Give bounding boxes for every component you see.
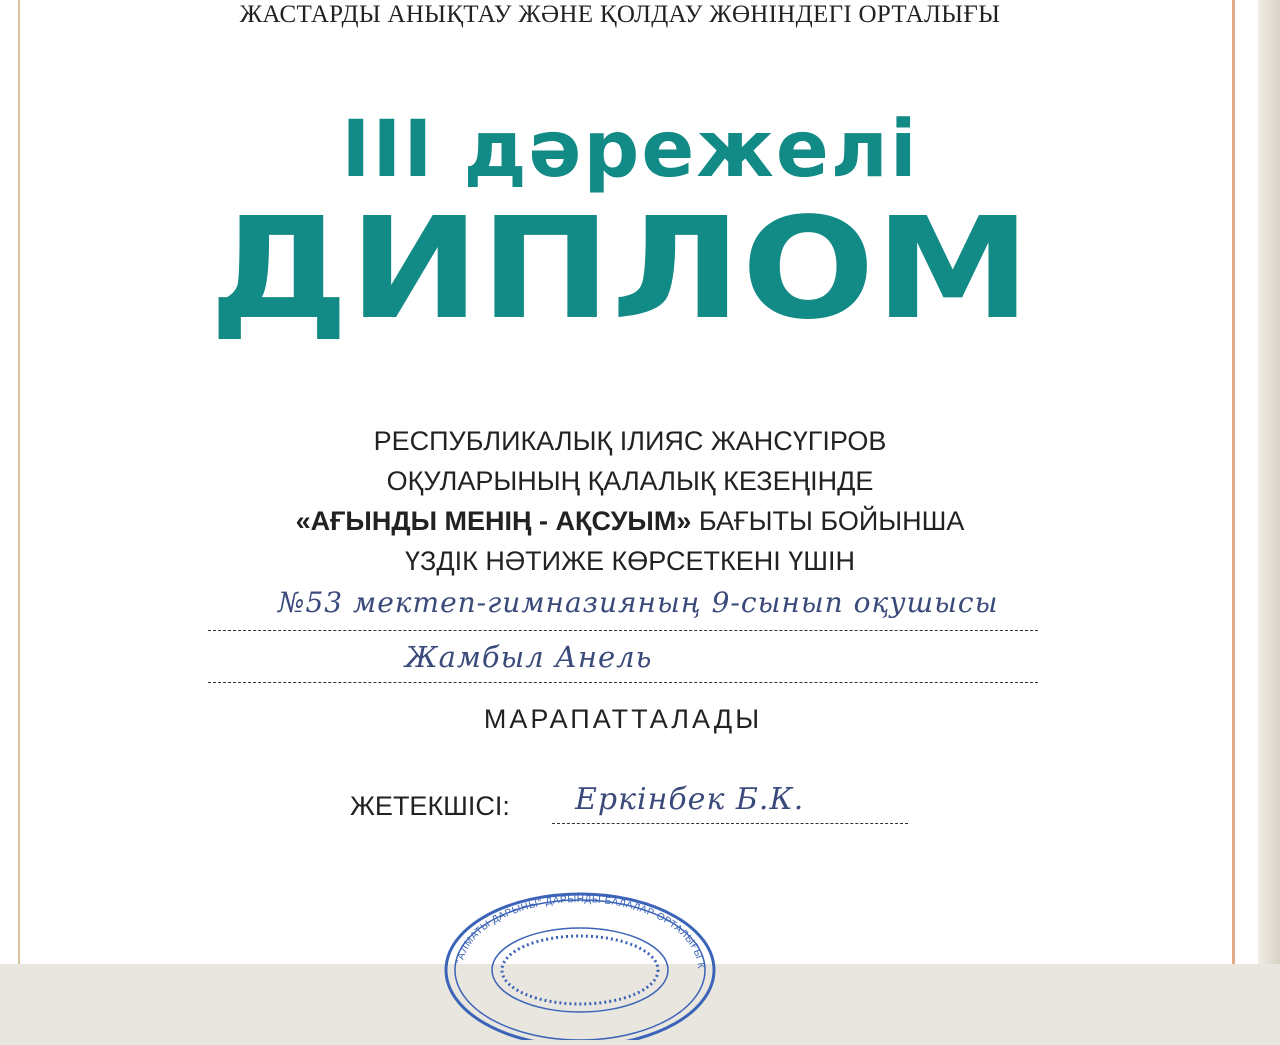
recipient-name-handwritten: Жамбыл Анель bbox=[405, 640, 653, 674]
award-text-line-1: РЕСПУБЛИКАЛЫҚ ІЛИЯС ЖАНСҮГІРОВ bbox=[373, 426, 887, 456]
sheet-edge-shadow bbox=[1258, 0, 1280, 964]
degree-title: III дәрежелі bbox=[341, 105, 919, 195]
school-handwritten: №53 мектеп-гимназияның 9-сынып оқушысы bbox=[278, 586, 999, 619]
diploma-title: ДИПЛОМ bbox=[209, 188, 1031, 351]
supervisor-label: ЖЕТЕКШІСІ: bbox=[350, 791, 510, 821]
supervisor-fill-line bbox=[552, 823, 908, 824]
seal-stamp-icon bbox=[440, 890, 720, 1040]
award-text-line-4: ҮЗДІК НӘТИЖЕ КӨРСЕТКЕНІ ҮШІН bbox=[405, 546, 855, 576]
supervisor-name-handwritten: Еркінбек Б.К. bbox=[575, 782, 805, 817]
awarded-text: МАРАПАТТАЛАДЫ bbox=[483, 704, 763, 734]
seal-text: "АЛМАТЫ ДАРЫНЫ" ДАРЫНДЫ БАЛАЛАР ОРТАЛЫҒЫ К bbox=[454, 893, 707, 970]
award-text-line-3 bbox=[0, 503, 1260, 539]
event-name: «АҒЫНДЫ МЕНІҢ - АҚСУЫМ» bbox=[295, 506, 692, 536]
award-text-line-2: ОҚУЛАРЫНЫҢ ҚАЛАЛЫҚ КЕЗЕҢІНДЕ bbox=[386, 466, 874, 496]
direction-text: БАҒЫТЫ БОЙЫНША bbox=[691, 506, 965, 536]
organization-header: ЖАСТАРДЫ АНЫҚТАУ ЖӘНЕ ҚОЛДАУ ЖӨНІНДЕГІ ОРТАЛЫҒЫ bbox=[239, 1, 1001, 28]
svg-text:"АЛМАТЫ ДАРЫНЫ" ДАРЫНДЫ БАЛАЛА bbox=[440, 890, 706, 969]
name-fill-line bbox=[208, 682, 1038, 683]
school-fill-line bbox=[208, 630, 1038, 631]
official-seal bbox=[440, 890, 720, 970]
